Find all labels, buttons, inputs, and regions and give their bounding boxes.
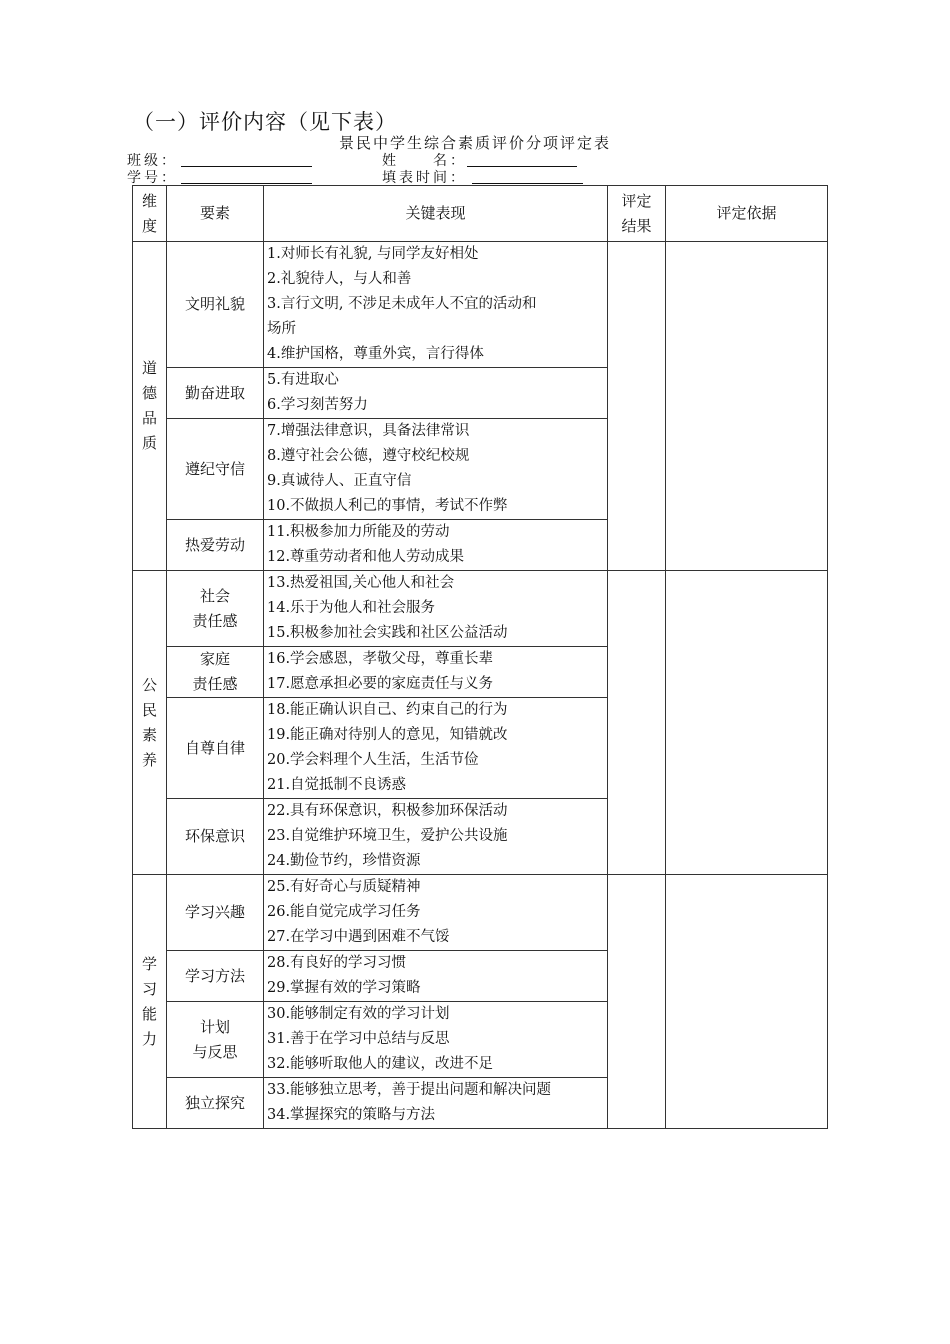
element-name: 勤奋进取 xyxy=(184,383,245,402)
basis-cell[interactable] xyxy=(666,242,828,571)
key-performance-cell xyxy=(264,799,608,875)
performance-item: 34.掌握探究的策略与方法 xyxy=(267,1107,436,1123)
element-cell xyxy=(167,419,264,520)
performance-item: 23.自觉维护环境卫生，爱护公共设施 xyxy=(267,828,508,844)
table-row xyxy=(133,242,828,368)
element-name: 社会 xyxy=(199,586,230,605)
performance-item: 10.不做损人利己的事情，考试不作弊 xyxy=(267,498,508,514)
element-cell xyxy=(167,799,264,875)
name-label: 姓 名： xyxy=(382,153,467,169)
key-performance-cell xyxy=(264,951,608,1002)
dimension-cell xyxy=(133,242,167,571)
performance-item: 17.愿意承担必要的家庭责任与义务 xyxy=(267,676,494,692)
key-performance-cell xyxy=(264,419,608,520)
result-cell[interactable] xyxy=(608,571,666,875)
dimension-char: 公 xyxy=(141,675,157,694)
student-id-field[interactable] xyxy=(181,183,312,184)
element-cell xyxy=(167,520,264,571)
performance-item: 4.维护国格，尊重外宾，言行得体 xyxy=(267,346,484,362)
performance-item: 1.对师长有礼貌, 与同学友好相处 xyxy=(267,246,479,262)
header-result: 评定 结果 xyxy=(608,186,666,242)
table-row xyxy=(133,875,828,951)
element-name: 与反思 xyxy=(192,1042,238,1061)
section-heading: （一）评价内容（见下表） xyxy=(133,110,397,134)
performance-item: 31.善于在学习中总结与反思 xyxy=(267,1031,450,1047)
dimension-char: 学 xyxy=(141,954,157,973)
performance-item: 19.能正确对待别人的意见，知错就改 xyxy=(267,727,508,743)
dimension-char: 养 xyxy=(141,750,157,769)
performance-item: 11.积极参加力所能及的劳动 xyxy=(267,524,450,540)
date-label: 填表时间： xyxy=(382,170,467,186)
element-cell xyxy=(167,242,264,368)
header-key-performance: 关键表现 xyxy=(264,186,608,242)
key-performance-cell xyxy=(264,647,608,698)
performance-item: 21.自觉抵制不良诱惑 xyxy=(267,777,407,793)
element-name: 责任感 xyxy=(192,611,238,630)
element-cell xyxy=(167,951,264,1002)
element-name: 热爱劳动 xyxy=(184,535,245,554)
performance-item: 29.掌握有效的学习策略 xyxy=(267,980,421,996)
element-cell xyxy=(167,368,264,419)
performance-item: 18.能正确认识自己、约束自己的行为 xyxy=(267,702,508,718)
performance-item: 16.学会感恩，孝敬父母，尊重长辈 xyxy=(267,651,494,667)
dimension-cell xyxy=(133,571,167,875)
key-performance-cell xyxy=(264,698,608,799)
result-cell[interactable] xyxy=(608,242,666,571)
element-cell xyxy=(167,698,264,799)
element-name: 学习方法 xyxy=(184,966,245,985)
date-field[interactable] xyxy=(472,183,583,184)
element-cell xyxy=(167,875,264,951)
key-performance-cell xyxy=(264,368,608,419)
dimension-char: 道 xyxy=(141,359,157,377)
performance-item: 27.在学习中遇到困难不气馁 xyxy=(267,929,450,945)
element-name: 遵纪守信 xyxy=(184,459,245,478)
performance-item: 22.具有环保意识，积极参加环保活动 xyxy=(267,803,508,819)
element-name: 学习兴趣 xyxy=(184,903,245,921)
performance-item: 24.勤俭节约，珍惜资源 xyxy=(267,853,421,869)
key-performance-cell xyxy=(264,1078,608,1129)
performance-item: 12.尊重劳动者和他人劳动成果 xyxy=(267,549,465,565)
basis-cell[interactable] xyxy=(666,571,828,875)
student-id-label: 学号： xyxy=(127,170,178,186)
performance-item: 5.有进取心 xyxy=(267,372,339,388)
performance-item: 8.遵守社会公德，遵守校纪校规 xyxy=(267,448,470,464)
class-field[interactable] xyxy=(181,166,312,167)
dimension-cell xyxy=(133,875,167,1129)
evaluation-table xyxy=(132,185,828,1129)
header-dimension: 维 度 xyxy=(133,186,167,242)
element-name: 自尊自律 xyxy=(184,738,245,757)
performance-item: 场所 xyxy=(267,321,296,337)
header-element: 要素 xyxy=(167,186,264,242)
dimension-char: 习 xyxy=(141,979,157,998)
element-cell xyxy=(167,1002,264,1078)
dimension-char: 能 xyxy=(141,1004,157,1023)
performance-item: 33.能够独立思考，善于提出问题和解决问题 xyxy=(267,1082,552,1098)
element-cell xyxy=(167,1078,264,1129)
element-name: 文明礼貌 xyxy=(184,295,245,313)
key-performance-cell xyxy=(264,1002,608,1078)
performance-item: 25.有好奇心与质疑精神 xyxy=(267,879,421,895)
table-row xyxy=(133,571,828,647)
key-performance-cell xyxy=(264,571,608,647)
performance-item: 20.学会料理个人生活，生活节俭 xyxy=(267,752,479,768)
table-title: 景民中学生综合素质评价分项评定表 xyxy=(338,134,611,152)
basis-cell[interactable] xyxy=(666,875,828,1129)
name-field[interactable] xyxy=(467,166,577,167)
header-row xyxy=(133,186,828,242)
element-name: 计划 xyxy=(199,1017,230,1036)
element-cell xyxy=(167,571,264,647)
header-basis: 评定依据 xyxy=(666,186,828,242)
dimension-char: 质 xyxy=(141,434,157,452)
dimension-char: 民 xyxy=(141,700,157,719)
element-name: 责任感 xyxy=(192,675,238,693)
element-cell xyxy=(167,647,264,698)
performance-item: 3.言行文明, 不涉足未成年人不宜的活动和 xyxy=(267,296,537,312)
dimension-char: 素 xyxy=(141,725,157,744)
performance-item: 2.礼貌待人，与人和善 xyxy=(267,271,412,287)
dimension-char: 力 xyxy=(141,1029,157,1048)
dimension-char: 品 xyxy=(141,409,157,427)
key-performance-cell xyxy=(264,875,608,951)
result-cell[interactable] xyxy=(608,875,666,1129)
performance-item: 6.学习刻苦努力 xyxy=(267,397,368,413)
performance-item: 15.积极参加社会实践和社区公益活动 xyxy=(267,625,508,641)
class-label: 班级： xyxy=(127,153,178,169)
performance-item: 30.能够制定有效的学习计划 xyxy=(267,1006,450,1022)
performance-item: 14.乐于为他人和社会服务 xyxy=(267,600,436,616)
performance-item: 32.能够听取他人的建议，改进不足 xyxy=(267,1056,494,1072)
element-name: 环保意识 xyxy=(184,827,245,845)
key-performance-cell xyxy=(264,520,608,571)
performance-item: 7.增强法律意识，具备法律常识 xyxy=(267,423,470,439)
performance-item: 9.真诚待人、正直守信 xyxy=(267,473,412,489)
key-performance-cell xyxy=(264,242,608,368)
element-name: 家庭 xyxy=(199,650,230,668)
performance-item: 28.有良好的学习习惯 xyxy=(267,955,407,971)
element-name: 独立探究 xyxy=(184,1093,245,1112)
performance-item: 26.能自觉完成学习任务 xyxy=(267,904,421,920)
performance-item: 13.热爱祖国,关心他人和社会 xyxy=(267,575,455,591)
dimension-char: 德 xyxy=(141,384,157,402)
